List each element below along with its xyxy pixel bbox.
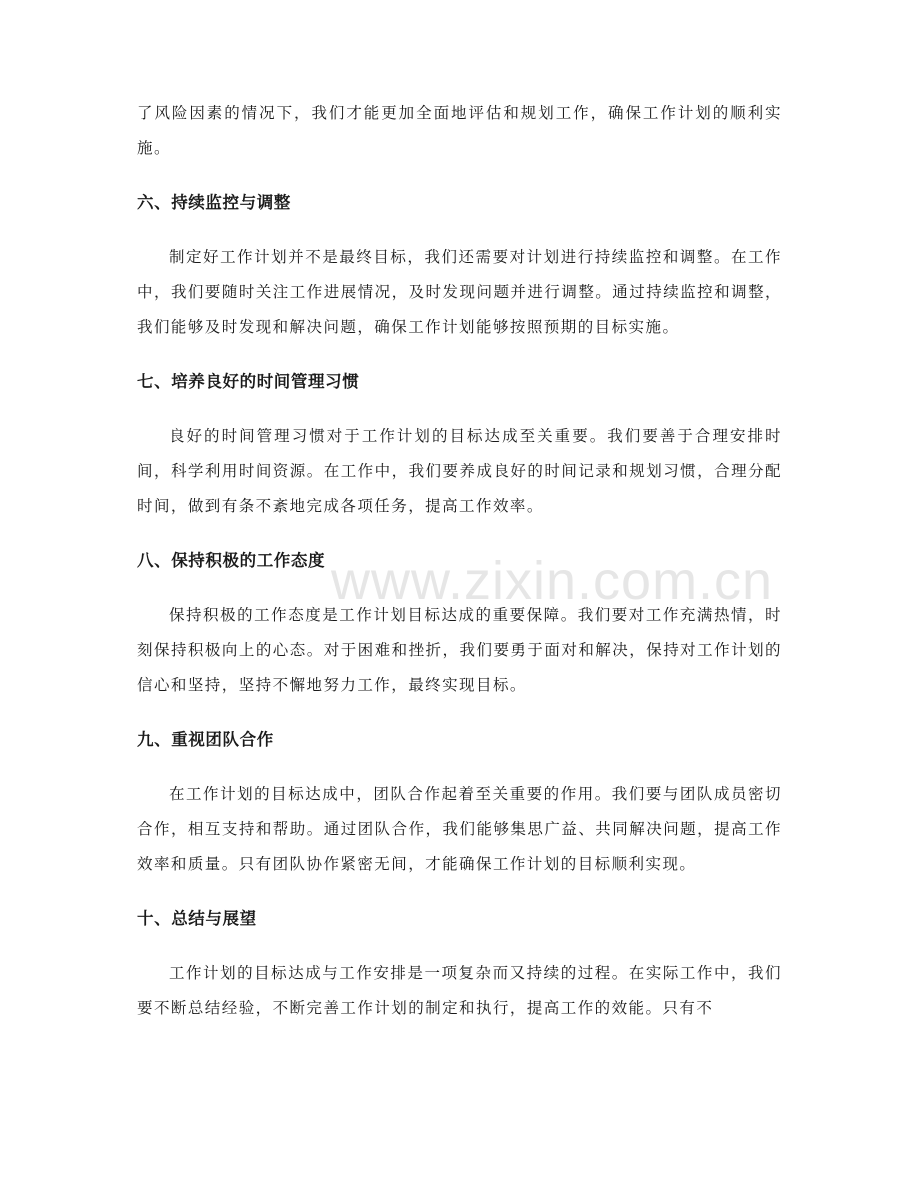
section-body-10: 工作计划的目标达成与工作安排是一项复杂而又持续的过程。在实际工作中，我们要不断总结经验，不断完善工作计划的制定和执行，提高工作的效能。只有不 (137, 964, 782, 1017)
section-body-9: 在工作计划的目标达成中，团队合作起着至关重要的作用。我们要与团队成员密切合作，相互支持和帮助。通过团队合作，我们能够集思广益、共同解决问题，提高工作效率和质量。只有团队协作紧密无间，才能确保工作计划的目标顺利实现。 (137, 785, 782, 873)
watermark-text: www.zixin.com.cn (331, 551, 774, 611)
section-body-8: 保持积极的工作态度是工作计划目标达成的重要保障。我们要对工作充满热情，时刻保持积极向上的心态。对于困难和挫折，我们要勇于面对和解决，保持对工作计划的信心和坚持，坚持不懈地努力工作，最终实现目标。 (137, 606, 782, 694)
section-body-7: 良好的时间管理习惯对于工作计划的目标达成至关重要。我们要善于合理安排时间，科学利用时间资源。在工作中，我们要养成良好的时间记录和规划习惯，合理分配时间，做到有条不紊地完成各项任务，提高工作效率。 (137, 427, 782, 515)
section-heading-10: 十、总结与展望 (137, 909, 257, 928)
intro-paragraph: 了风险因素的情况下，我们才能更加全面地评估和规划工作，确保工作计划的顺利实施。 (137, 104, 782, 157)
section-heading-6: 六、持续监控与调整 (137, 193, 291, 212)
section-heading-7: 七、培养良好的时间管理习惯 (137, 372, 360, 391)
document-page (137, 96, 782, 1026)
section-body-6: 制定好工作计划并不是最终目标，我们还需要对计划进行持续监控和调整。在工作中，我们要随时关注工作进展情况，及时发现问题并进行调整。通过持续监控和调整，我们能够及时发现和解决问题，确保工作计划能够按照预期的目标实施。 (137, 248, 782, 336)
section-heading-9: 九、重视团队合作 (137, 730, 274, 749)
section-heading-8: 八、保持积极的工作态度 (137, 551, 326, 570)
